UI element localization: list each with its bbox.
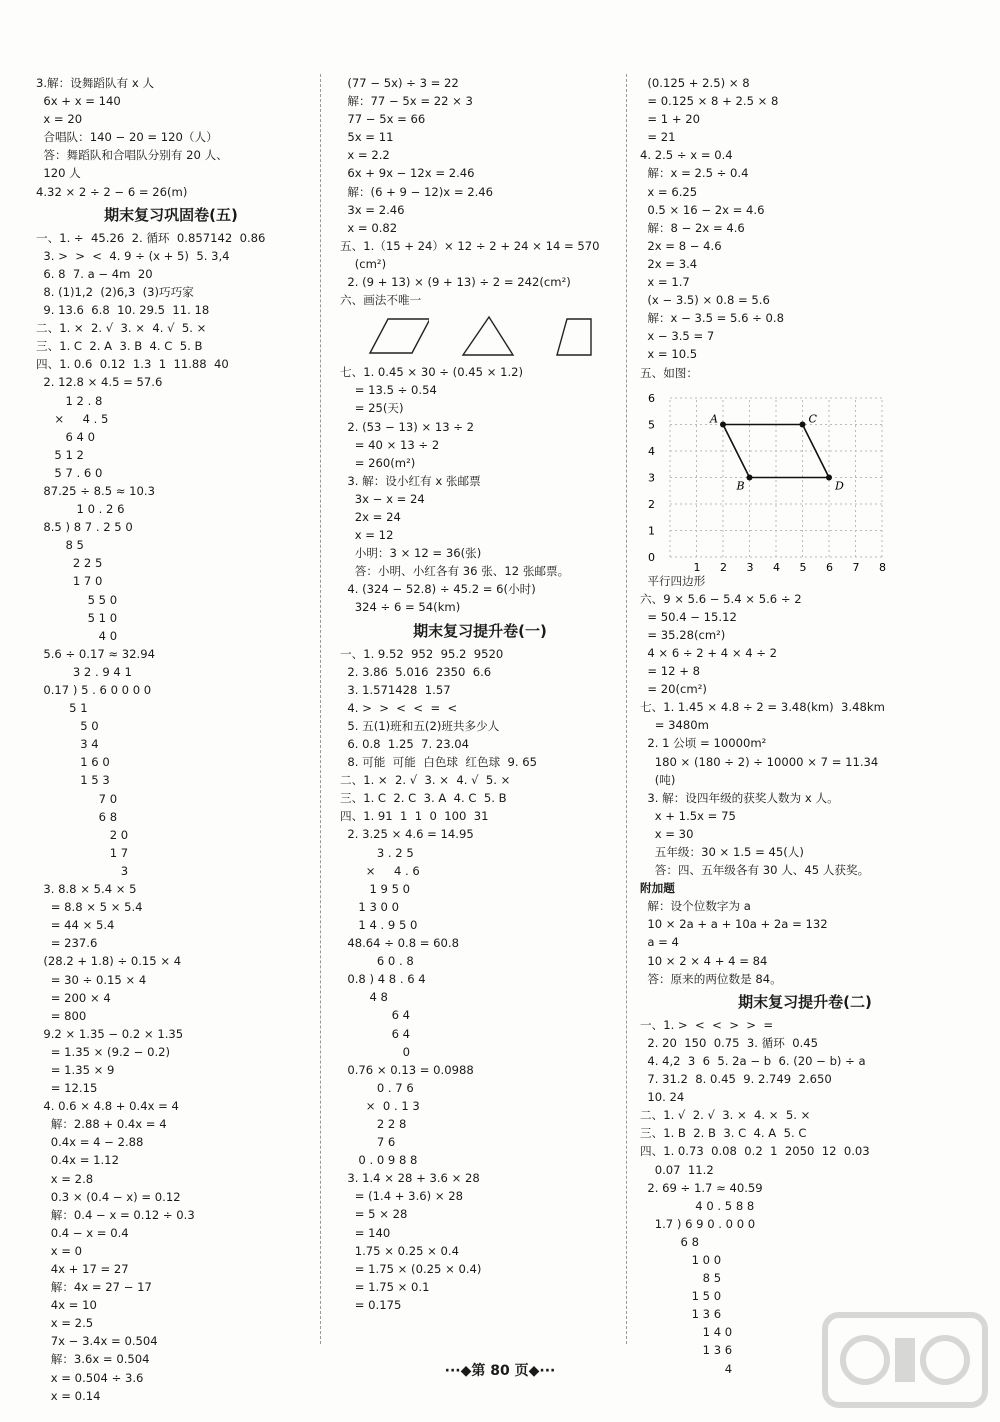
answer-line: 2x = 8 − 4.6 — [640, 238, 722, 253]
answer-line: = 0.125 × 8 + 2.5 × 8 — [640, 94, 779, 109]
point-d — [826, 474, 832, 480]
answer-line: 附加题 — [640, 881, 675, 896]
y-tick-label: 6 — [648, 391, 655, 405]
answer-line: = 8.8 × 5 × 5.4 — [36, 900, 143, 915]
answer-line: 解：77 − 5x = 22 × 3 — [340, 94, 473, 109]
answer-line: 4.32 × 2 ÷ 2 − 6 = 26(m) — [36, 184, 188, 199]
y-tick-label: 3 — [648, 471, 655, 485]
answer-line: = 237.6 — [36, 936, 98, 951]
answer-line: 1 9 5 0 — [340, 881, 411, 896]
point-label: B — [736, 479, 745, 493]
answer-line: 8. 可能 可能 白色球 红色球 9. 65 — [340, 755, 538, 770]
answer-line: 0.5 × 16 − 2x = 4.6 — [640, 202, 765, 217]
answer-line: = 12.15 — [36, 1081, 98, 1096]
answer-line: = 260(m²) — [340, 455, 416, 470]
answer-line: x = 2.2 — [340, 148, 390, 163]
answer-line: = 20(cm²) — [640, 682, 707, 697]
answer-line: 解：0.4 − x = 0.12 ÷ 0.3 — [36, 1207, 195, 1222]
answer-line: = 1 + 20 — [640, 112, 700, 127]
answer-line: 6 4 — [340, 1026, 411, 1041]
answer-line: 7x − 3.4x = 0.504 — [36, 1334, 158, 1349]
answer-line: = 30 ÷ 0.15 × 4 — [36, 972, 147, 987]
x-tick-label: 2 — [720, 560, 727, 572]
answer-line: 七、1. 1.45 × 4.8 ÷ 2 = 3.48(km) 3.48km — [640, 700, 885, 715]
answer-line: 48.64 ÷ 0.8 = 60.8 — [340, 936, 459, 951]
coordinate-grid — [640, 382, 940, 572]
answer-line: 3x = 2.46 — [340, 202, 405, 217]
answer-line: 0.4 − x = 0.4 — [36, 1225, 129, 1240]
parallelogram-shape — [360, 311, 429, 361]
answer-line: 2. 3.86 5.016 2350 6.6 — [340, 664, 492, 679]
answer-line: x = 0 — [36, 1243, 83, 1258]
answer-line: 五、1.（15 + 24）× 12 ÷ 2 + 24 × 14 = 570 — [340, 238, 600, 253]
answer-line: 0.76 × 0.13 = 0.0988 — [340, 1062, 474, 1077]
answer-line: 0.3 × (0.4 − x) = 0.12 — [36, 1189, 181, 1204]
answer-line: 4. (324 − 52.8) ÷ 45.2 = 6(小时) — [340, 582, 536, 597]
answer-line: 3. 1.571428 1.57 — [340, 682, 451, 697]
answer-line: = 0.175 — [340, 1297, 402, 1312]
answer-line: 5. 五(1)班和五(2)班共多少人 — [340, 718, 500, 733]
answer-line: 七、1. 0.45 × 30 ÷ (0.45 × 1.2) — [340, 365, 524, 380]
answer-line: 0.4x = 1.12 — [36, 1153, 119, 1168]
y-tick-label: 4 — [648, 444, 655, 458]
answer-line: 4 × 6 ÷ 2 + 4 × 4 ÷ 2 — [640, 645, 778, 660]
answer-line: 0 . 0 9 8 8 — [340, 1153, 418, 1168]
x-tick-label: 5 — [799, 560, 807, 572]
answer-line: 7 6 — [340, 1135, 396, 1150]
answer-column-1 — [36, 74, 306, 1405]
answer-line: 8. (1)1,2 (2)6,3 (3)巧巧家 — [36, 284, 194, 299]
answer-column-3 — [640, 74, 970, 1378]
answer-line: 0 — [340, 1044, 411, 1059]
answer-line: = 5 × 28 — [340, 1207, 408, 1222]
answer-line: 120 人 — [36, 166, 81, 181]
answer-line: 答：小明、小红各有 36 张、12 张邮票。 — [340, 564, 570, 579]
answer-line: 3. 8.8 × 5.4 × 5 — [36, 882, 137, 897]
answer-line: 5 1 — [36, 701, 88, 716]
answer-line: 1 2 . 8 — [36, 393, 103, 408]
answer-line: 3. 解：设四年级的获奖人数为 x 人。 — [640, 790, 839, 805]
answer-line: × 0 . 1 3 — [340, 1098, 420, 1113]
y-tick-label: 5 — [648, 418, 655, 432]
answer-line: 5 1 0 — [36, 610, 118, 625]
answer-line: 二、1. × 2. √ 3. × 4. √ 5. × — [340, 773, 511, 788]
answer-line: x = 6.25 — [640, 184, 698, 199]
answer-line: 三、1. B 2. B 3. C 4. A 5. C — [640, 1126, 807, 1141]
answer-line: 答：舞蹈队和合唱队分别有 20 人、 — [36, 148, 228, 163]
point-label: A — [710, 412, 718, 426]
answer-line: 1 3 6 — [640, 1307, 722, 1322]
point-b — [747, 474, 753, 480]
answer-line: a = 4 — [640, 935, 679, 950]
answer-line: = 1.35 × (9.2 − 0.2) — [36, 1044, 171, 1059]
answer-line: x = 0.14 — [36, 1388, 101, 1403]
answer-line: 3. 解：设小红有 x 张邮票 — [340, 473, 481, 488]
answer-line: 四、1. 0.6 0.12 1.3 1 11.88 40 — [36, 357, 229, 372]
answer-line: 二、1. × 2. √ 3. × 4. √ 5. × — [36, 321, 207, 336]
answer-line: 10. 24 — [640, 1090, 685, 1105]
answer-line: 4x = 10 — [36, 1298, 97, 1313]
y-tick-label: 2 — [648, 497, 655, 511]
answer-line: 5x = 11 — [340, 130, 394, 145]
answer-line: 4x + 17 = 27 — [36, 1262, 129, 1276]
answer-line: x = 30 — [640, 826, 694, 841]
answer-line: = 3480m — [640, 718, 709, 733]
answer-line: x = 0.504 ÷ 3.6 — [36, 1370, 144, 1385]
watermark-logo-icon — [820, 1310, 990, 1410]
answer-line: 5.6 ÷ 0.17 ≈ 32.94 — [36, 646, 155, 661]
answer-line: 1 7 0 — [36, 574, 103, 589]
answer-line: 87.25 ÷ 8.5 ≈ 10.3 — [36, 483, 155, 498]
answer-line: x = 2.5 — [36, 1316, 94, 1331]
answer-line: 解：x = 2.5 ÷ 0.4 — [640, 166, 749, 181]
x-tick-label: 4 — [773, 560, 780, 572]
shapes-figure — [340, 309, 620, 363]
answer-line: 2. 20 150 0.75 3. 循环 0.45 — [640, 1035, 819, 1050]
answer-line: 2 2 8 — [340, 1116, 407, 1131]
point-label: D — [835, 479, 844, 493]
answer-line: 2 0 — [36, 827, 129, 842]
y-tick-label: 0 — [648, 550, 655, 564]
answer-line: 7. 31.2 8. 0.45 9. 2.749 2.650 — [640, 1072, 832, 1087]
answer-line: (0.125 + 2.5) × 8 — [640, 76, 750, 90]
answer-line: 1 0 0 — [640, 1252, 722, 1267]
answer-line: 3 4 — [36, 737, 99, 752]
answer-line: 六、画法不唯一 — [340, 293, 422, 308]
answer-line: 三、1. C 2. A 3. B 4. C 5. B — [36, 339, 203, 354]
answer-line: x = 12 — [340, 528, 394, 543]
answer-line: 8.5 ) 8 7 . 2 5 0 — [36, 520, 133, 535]
answer-line: 6x + x = 140 — [36, 94, 121, 109]
answer-line: 2x = 3.4 — [640, 256, 698, 271]
answer-line: 5 5 0 — [36, 592, 118, 607]
answer-line: = 1.35 × 9 — [36, 1062, 115, 1077]
page-footer: ···◆第 80 页◆··· — [444, 1363, 556, 1379]
answer-line: 4. 4,2 3 6 5. 2a − b 6. (20 − b) ÷ a — [640, 1053, 866, 1068]
answer-line: 8 5 — [640, 1271, 722, 1286]
answer-line: 2. 69 ÷ 1.7 ≈ 40.59 — [640, 1180, 763, 1195]
answer-line: 6x + 9x − 12x = 2.46 — [340, 166, 475, 181]
answer-line: 3 2 . 9 4 1 — [36, 664, 132, 679]
answer-line: 六、9 × 5.6 − 5.4 × 5.6 ÷ 2 — [640, 591, 802, 606]
answer-line: 5 7 . 6 0 — [36, 465, 103, 480]
x-tick-label: 6 — [826, 560, 833, 572]
answer-line: 0.07 11.2 — [640, 1162, 714, 1177]
answer-line: 5 1 2 — [36, 447, 84, 462]
answer-line: 2. 12.8 × 4.5 = 57.6 — [36, 375, 163, 390]
answer-line: 1 4 0 — [640, 1325, 733, 1340]
answer-line: 77 − 5x = 66 — [340, 112, 426, 127]
answer-line: 1 5 3 — [36, 773, 110, 788]
answer-line: 3. > > < 4. 9 ÷ (x + 5) 5. 3,4 — [36, 248, 230, 263]
answer-line: 2x = 24 — [340, 509, 401, 524]
answer-line: = 50.4 − 15.12 — [640, 609, 737, 624]
answer-line: 6. 0.8 1.25 7. 23.04 — [340, 737, 470, 751]
answer-line: = 800 — [36, 1008, 87, 1023]
answer-line: 4. > > < < = < — [340, 700, 458, 715]
answer-line: 180 × (180 ÷ 2) ÷ 10000 × 7 = 11.34 — [640, 754, 879, 769]
answer-line: 5 0 — [36, 719, 99, 734]
answer-line: 解：(6 + 9 − 12)x = 2.46 — [340, 184, 494, 199]
answer-line: 2. 3.25 × 4.6 = 14.95 — [340, 827, 474, 842]
answer-line: 0.8 ) 4 8 . 6 4 — [340, 972, 426, 987]
answer-line: 小明：3 × 12 = 36(张) — [340, 546, 482, 561]
x-tick-label: 1 — [693, 560, 701, 572]
answer-line: 3x − x = 24 — [340, 491, 425, 506]
answer-line: 解：8 − 2x = 4.6 — [640, 220, 745, 235]
answer-line: 324 ÷ 6 = 54(km) — [340, 600, 461, 615]
answer-line: = 200 × 4 — [36, 990, 111, 1005]
answer-line: (x − 3.5) × 0.8 = 5.6 — [640, 293, 770, 308]
answer-line: 0 . 7 6 — [340, 1080, 414, 1095]
answer-line: 1 3 6 — [640, 1343, 733, 1358]
triangle-shape — [455, 311, 524, 361]
answer-line: 答：原来的两位数是 84。 — [640, 971, 782, 986]
answer-line: 0.17 ) 5 . 6 0 0 0 0 — [36, 683, 152, 697]
answer-line: 6 8 — [640, 1234, 699, 1249]
answer-line: 9. 13.6 6.8 10. 29.5 11. 18 — [36, 303, 210, 318]
point-c — [800, 421, 806, 427]
answer-line: 四、1. 91 1 1 0 100 31 — [340, 809, 489, 824]
answer-line: x − 3.5 = 7 — [640, 329, 715, 344]
answer-line: x = 2.8 — [36, 1171, 94, 1186]
answer-line: 10 × 2 × 4 + 4 = 84 — [640, 953, 768, 968]
answer-line: = 21 — [640, 130, 676, 145]
answer-line: = 1.75 × (0.25 × 0.4) — [340, 1261, 482, 1276]
answer-line: x + 1.5x = 75 — [640, 808, 736, 823]
answer-line: 解：3.6x = 0.504 — [36, 1352, 150, 1367]
answer-line: 1 0 . 2 6 — [36, 502, 125, 517]
answer-line: 1 3 0 0 — [340, 899, 399, 914]
answer-line: 一、1. ÷ 45.26 2. 循环 0.857142 0.86 — [36, 230, 266, 245]
point-a — [720, 421, 726, 427]
y-tick-label: 1 — [648, 524, 655, 538]
answer-line: 1 6 0 — [36, 755, 110, 770]
answer-line: 合唱队：140 − 20 = 120（人） — [36, 130, 218, 145]
answer-line: 1 4 . 9 5 0 — [340, 917, 418, 932]
answer-line: = 35.28(cm²) — [640, 627, 726, 642]
answer-line: 6 0 . 8 — [340, 954, 414, 969]
answer-line: (28.2 + 1.8) ÷ 0.15 × 4 — [36, 954, 182, 969]
answer-line: 三、1. C 2. C 3. A 4. C 5. B — [340, 791, 507, 806]
page-number: 第 80 页 — [471, 1363, 529, 1379]
section-title: 期末复习提升卷(一) — [413, 621, 547, 640]
answer-line: 4. 0.6 × 4.8 + 0.4x = 4 — [36, 1099, 179, 1114]
answer-line: 一、1. > < < > > = — [640, 1017, 774, 1032]
answer-line: 解：4x = 27 − 17 — [36, 1280, 152, 1295]
answer-line: 4. 2.5 ÷ x = 0.4 — [640, 148, 733, 163]
answer-line: 4 — [640, 1361, 733, 1376]
answer-line: 6 4 — [340, 1008, 411, 1023]
answer-line: x = 0.82 — [340, 220, 398, 235]
answer-line: = 12 + 8 — [640, 664, 700, 679]
answer-line: 6. 8 7. a − 4m 20 — [36, 266, 153, 281]
answer-line: 2. (53 − 13) × 13 ÷ 2 — [340, 419, 475, 434]
answer-line: 1.75 × 0.25 × 0.4 — [340, 1243, 459, 1258]
answer-line: × 4 . 6 — [340, 863, 420, 878]
column-divider — [320, 74, 321, 1344]
answer-line: 3 . 2 5 — [340, 845, 414, 860]
answer-line: 10 × 2a + a + 10a + 2a = 132 — [640, 917, 828, 932]
answer-line: 2. (9 + 13) × (9 + 13) ÷ 2 = 242(cm²) — [340, 275, 571, 290]
section-title: 期末复习提升卷(二) — [738, 992, 872, 1011]
x-tick-label: 7 — [852, 560, 860, 572]
answer-line: 0.4x = 4 − 2.88 — [36, 1135, 144, 1150]
answer-line: 解：设个位数字为 a — [640, 899, 751, 914]
answer-line: 五、如图： — [640, 365, 698, 380]
answer-line: 1 7 — [36, 845, 129, 860]
answer-line: 1.7 ) 6 9 0 . 0 0 0 — [640, 1216, 756, 1231]
answer-line: × 4 . 5 — [36, 411, 109, 426]
answer-line: 五年级：30 × 1.5 = 45(人) — [640, 845, 804, 859]
answer-line: (77 − 5x) ÷ 3 = 22 — [340, 76, 459, 90]
answer-line: 3 — [36, 863, 129, 878]
answer-line: x = 20 — [36, 112, 83, 127]
section-title: 期末复习巩固卷(五) — [104, 205, 238, 224]
answer-line: 解：2.88 + 0.4x = 4 — [36, 1117, 167, 1132]
answer-line: 2 2 5 — [36, 556, 103, 571]
answer-line: 平行四边形 — [640, 573, 706, 588]
answer-line: 4 0 . 5 8 8 — [640, 1198, 755, 1213]
answer-line: = (1.4 + 3.6) × 28 — [340, 1189, 463, 1204]
column-divider — [626, 74, 627, 1344]
trapezoid-shape — [551, 311, 620, 361]
answer-line: 7 0 — [36, 791, 118, 806]
answer-line: 二、1. √ 2. √ 3. × 4. × 5. × — [640, 1108, 811, 1123]
answer-line: 一、1. 9.52 952 95.2 9520 — [340, 646, 504, 661]
answer-line: 1 5 0 — [640, 1289, 722, 1304]
answer-line: 6 8 — [36, 809, 118, 824]
point-label: C — [808, 412, 817, 426]
answer-line: x = 10.5 — [640, 347, 698, 362]
answer-line: = 140 — [340, 1225, 391, 1240]
answer-line: 解：x − 3.5 = 5.6 ÷ 0.8 — [640, 311, 784, 326]
answer-line: 四、1. 0.73 0.08 0.2 1 2050 12 0.03 — [640, 1144, 870, 1159]
answer-line: 6 4 0 — [36, 429, 95, 444]
answer-line: = 40 × 13 ÷ 2 — [340, 437, 440, 452]
answer-column-2 — [340, 74, 620, 1314]
answer-line: 8 5 — [36, 538, 84, 553]
answer-line: x = 1.7 — [640, 275, 690, 290]
answer-line: 4 8 — [340, 990, 388, 1005]
x-tick-label: 3 — [746, 560, 754, 572]
answer-line: = 13.5 ÷ 0.54 — [340, 383, 437, 398]
answer-line: 2. 1 公顷 = 10000m² — [640, 736, 767, 751]
answer-line: = 1.75 × 0.1 — [340, 1279, 430, 1294]
answer-line: = 44 × 5.4 — [36, 918, 115, 933]
answer-line: 9.2 × 1.35 − 0.2 × 1.35 — [36, 1026, 184, 1041]
answer-line: 答：四、五年级各有 30 人、45 人获奖。 — [640, 863, 870, 878]
x-tick-label: 8 — [879, 560, 886, 572]
answer-line: (吨) — [640, 772, 676, 787]
answer-line: = 25(天) — [340, 401, 404, 416]
answer-line: (cm²) — [340, 256, 387, 271]
answer-line: 3.解：设舞蹈队有 x 人 — [36, 76, 155, 90]
answer-line: 3. 1.4 × 28 + 3.6 × 28 — [340, 1171, 480, 1186]
answer-line: 4 0 — [36, 628, 118, 643]
